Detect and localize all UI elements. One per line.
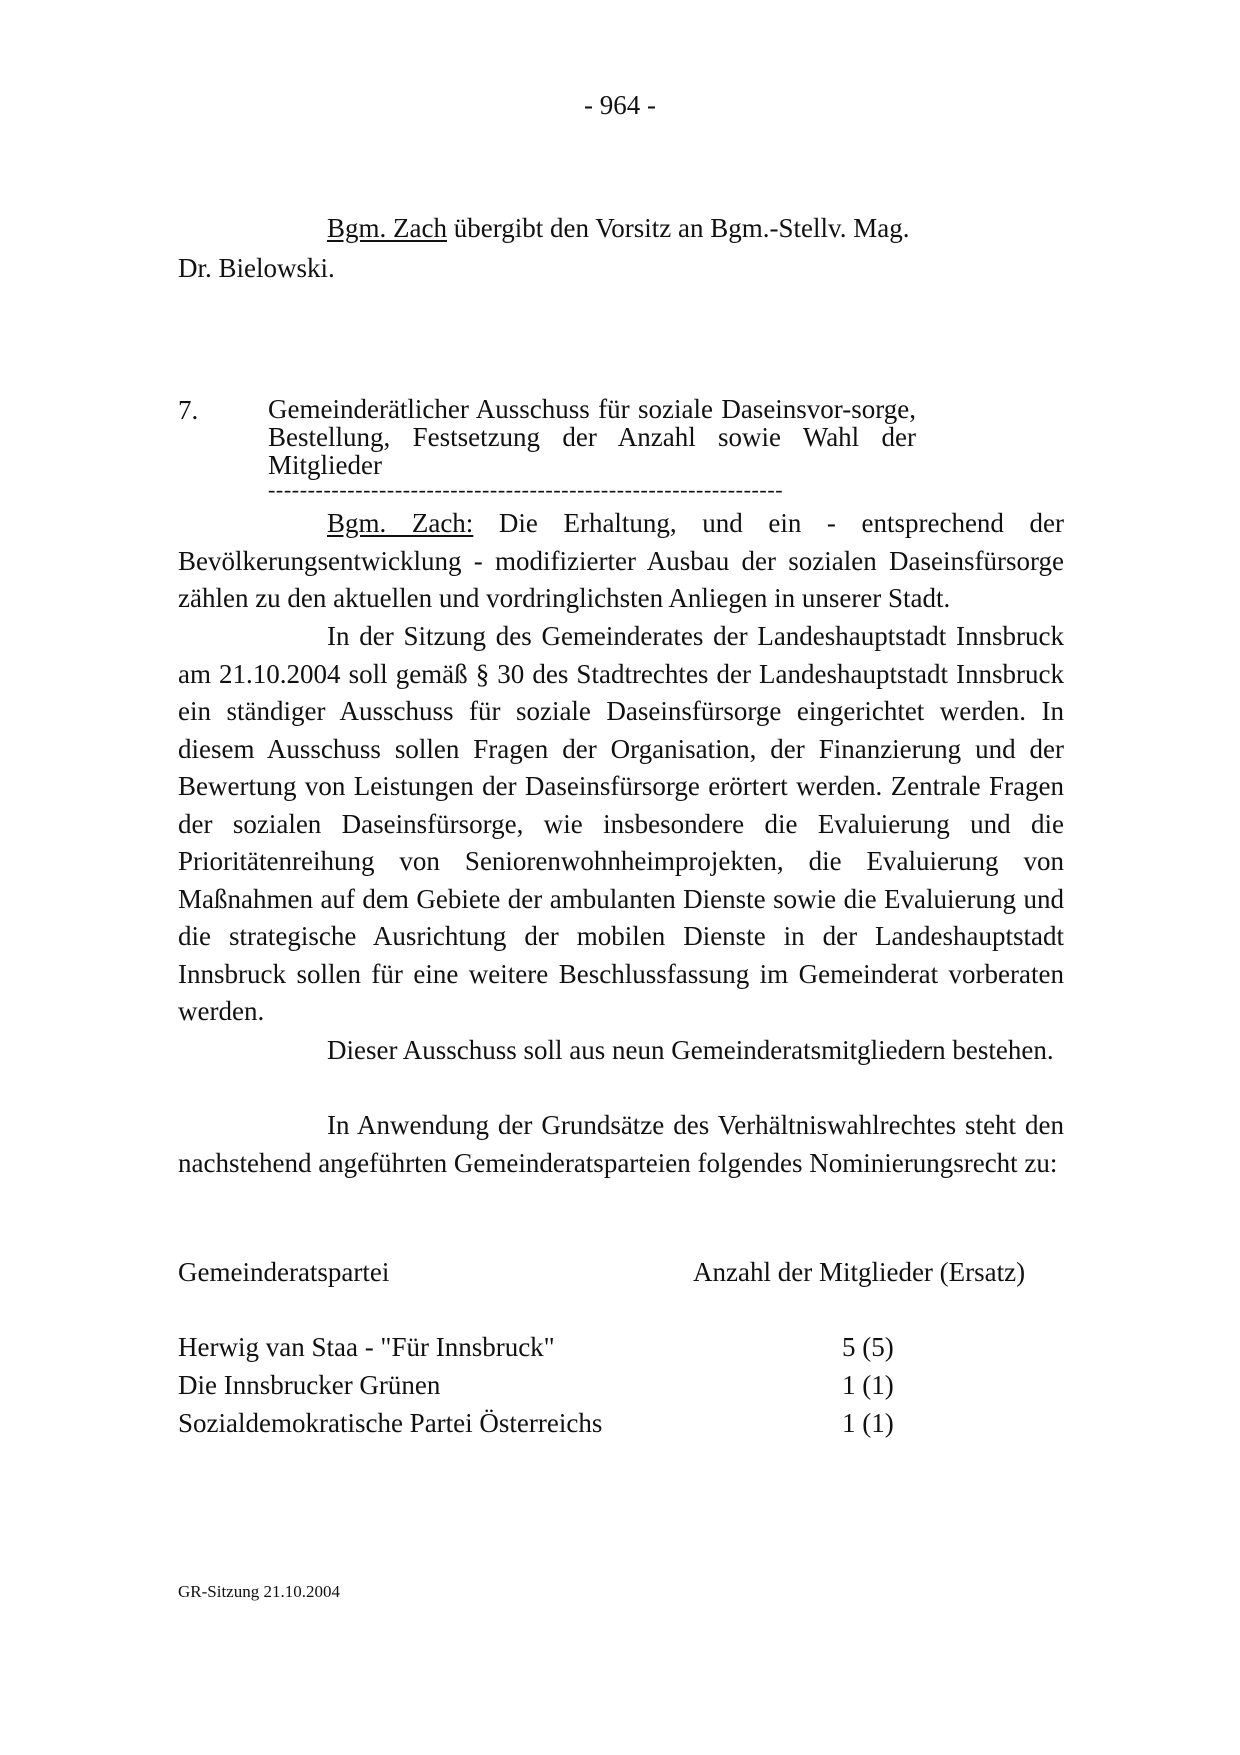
table-header-count: Anzahl der Mitglieder (Ersatz): [693, 1257, 1026, 1287]
paragraph-2: In der Sitzung des Gemeinderates der Landeshauptstadt Innsbruck am 21.10.2004 soll gemäß § 30 des Stadtrechtes der Landeshauptstadt Innsbruck ein ständiger Ausschuss für soziale Daseinsfürsorge eingerichtet werden. In diesem Ausschuss sollen Fragen der Organisation, der Finanzierung und der Bewertung von Leistungen der Daseinsfürsorge erörtert werden. Zentrale Fragen der sozialen Daseinsfürsorge, wie insbesondere die Evaluierung und die Prioritätenreihung von Seniorenwohnheimprojekten, die Evaluierung von Maßnahmen auf dem Gebiete der ambulanten Dienste sowie die Evaluierung und die strategische Ausrichtung der mobilen Dienste in der Landeshauptstadt Innsbruck sollen für eine weitere Beschlussfassung im Gemeinderat vorberaten werden.: [178, 621, 1064, 1026]
table-row-party: Die Innsbrucker Grünen: [178, 1370, 441, 1400]
table-row-party: Herwig van Staa - "Für Innsbruck": [178, 1332, 555, 1362]
intro-text: übergibt den Vorsitz an Bgm.-Stellv. Mag.: [446, 213, 910, 243]
intro-line-2: Dr. Bielowski.: [178, 253, 335, 283]
intro-line-1: [327, 210, 909, 248]
paragraph-1-text: Die Erhaltung, und ein - entsprechend der Bevölkerungsentwicklung - modifizierter Ausbau der sozialen Daseinsfürsorge zählen zu den aktuellen und vordringlichsten Anliegen in unserer Stadt.: [178, 508, 1064, 613]
item-title: Gemeinderätlicher Ausschuss für soziale Daseinsvor-sorge, Bestellung, Festsetzung der Anzahl sowie Wahl der Mitglieder: [268, 394, 916, 480]
paragraph-1: [178, 505, 1064, 618]
paragraph-3: Dieser Ausschuss soll aus neun Gemeinderatsmitgliedern bestehen.: [327, 1035, 1054, 1065]
table-row-count: 1 (1): [842, 1370, 894, 1400]
item-divider: -----------------------------------------------------------------: [268, 477, 784, 502]
paragraph-4: In Anwendung der Grundsätze des Verhältniswahlrechtes steht den nachstehend angeführten Gemeinderatsparteien folgendes Nominierungsrecht zu:: [178, 1110, 1064, 1178]
paragraph-1-speaker: Bgm. Zach:: [327, 508, 474, 538]
table-row-count: 5 (5): [842, 1332, 894, 1362]
page-number: - 964 -: [584, 90, 656, 120]
table-row-count: 1 (1): [842, 1408, 894, 1438]
table-row-party: Sozialdemokratische Partei Österreichs: [178, 1408, 603, 1438]
table-header-party: Gemeinderatspartei: [178, 1257, 390, 1287]
footer: GR-Sitzung 21.10.2004: [178, 1582, 340, 1601]
item-number: 7.: [178, 395, 199, 425]
intro-speaker: Bgm. Zach: [327, 213, 447, 243]
